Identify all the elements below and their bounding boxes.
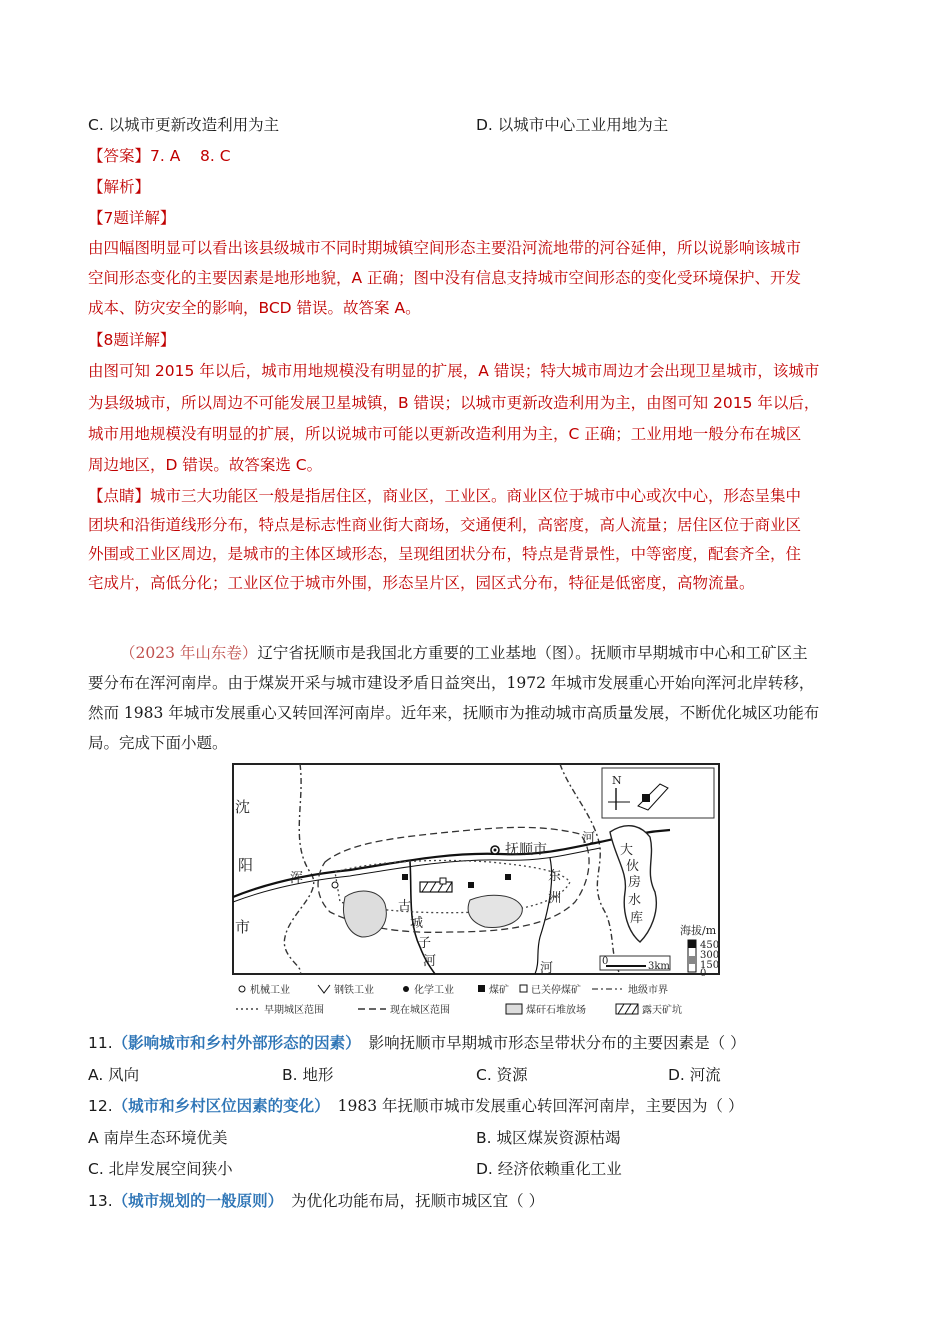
legend-chemical: 化学工业 (414, 985, 454, 996)
north-label: N (612, 774, 622, 787)
q13-stem: 为优化功能布局，抚顺市城区宜（ ） (291, 1192, 545, 1210)
passage-source: （2023 年山东卷） (120, 644, 258, 662)
label-shen: 沈 (235, 798, 251, 816)
passage-line-3: 然而 1983 年城市发展重心又转回浑河南岸。近年来，抚顺市为推动城市高质量发展，不断优化城区功能布 (88, 704, 820, 722)
legend-gangue: 煤矸石堆放场 (526, 1005, 586, 1016)
legend-chemical-icon (403, 986, 409, 992)
q13-stem-line (88, 1190, 544, 1212)
q8-line-4: 周边地区，D 错误。故答案选 C。 (88, 456, 323, 474)
answer-value: 7. A 8. C (150, 147, 231, 165)
q11-option-c[interactable]: C. 资源 (476, 1066, 528, 1084)
label-gu: 古 (398, 899, 412, 914)
legend-closed-mine: 已关停煤矿 (531, 985, 581, 996)
legend-steel-icon (318, 985, 330, 993)
legend-current: 现在城区范围 (390, 1005, 450, 1016)
label-gu-he: 河 (423, 954, 437, 969)
q11-option-a[interactable]: A. 风向 (88, 1066, 140, 1084)
label-fang: 房 (628, 875, 642, 890)
q11-number: 11. (88, 1034, 113, 1052)
option-d-prev: D. 以城市中心工业用地为主 (476, 116, 669, 134)
city-center-dot (494, 849, 497, 852)
q12-option-b[interactable]: B. 城区煤炭资源枯竭 (476, 1129, 621, 1147)
q7-line-1: 由四幅图明显可以看出该县级城市不同时期城镇空间形态主要沿河流地带的河谷延伸，所以说影响该城市 (88, 239, 802, 257)
locator-marker (642, 794, 650, 802)
q11-option-d[interactable]: D. 河流 (668, 1066, 721, 1084)
q11-tag: （影响城市和乡村外部形态的因素） (112, 1034, 361, 1052)
label-dong-he: 河 (540, 961, 554, 976)
legend-pit: 露天矿坑 (642, 1005, 682, 1016)
elev-tick-0: 0 (700, 968, 707, 979)
label-ku: 库 (630, 911, 644, 926)
q7-line-3: 成本、防灾安全的影响，BCD 错误。故答案 A。 (88, 299, 421, 317)
label-dong: 东 (548, 869, 562, 884)
label-zhou: 洲 (548, 891, 562, 906)
comment-label: 【点睛】 (88, 487, 151, 505)
elevation-title: 海拔/m (680, 924, 717, 937)
label-hun: 浑 (290, 871, 304, 886)
coal-mine-2 (468, 882, 474, 888)
legend-coal-icon (478, 985, 485, 992)
label-da: 大 (620, 843, 634, 858)
label-yang: 阳 (238, 856, 254, 874)
legend-closed-mine-icon (520, 985, 527, 992)
q13-number: 13. (88, 1192, 113, 1210)
q12-option-a[interactable]: A 南岸生态环境优美 (88, 1129, 228, 1147)
passage-line-2: 要分布在浑河南岸。由于煤炭开采与城市建设矛盾日益突出，1972 年城市发展重心开始向浑河北岸转移， (88, 674, 815, 692)
q13-tag: （城市规划的一般原则） (112, 1192, 284, 1210)
passage-line-1 (120, 642, 808, 664)
comment-line-3: 外围或工业区周边，是城市的主体区域形态，呈现组团状分布，特点是背景性，中等密度，配套齐全，住 (88, 545, 802, 563)
elevation-band-high (688, 940, 696, 948)
comment-text-1: 城市三大功能区一般是指居住区，商业区，工业区。商业区位于城市中心或次中心，形态呈集中 (150, 487, 802, 505)
city-boundary-west (284, 764, 313, 974)
option-c-prev: C. 以城市更新改造利用为主 (88, 116, 280, 134)
q12-stem: 1983 年抚顺市城市发展重心转回浑河南岸，主要因为（ ） (337, 1097, 744, 1115)
q8-line-3: 城市用地规模没有明显的扩展，所以说城市可能以更新改造利用为主，C 正确；工业用地一般分布在城区 (88, 425, 802, 443)
q12-stem-line (88, 1095, 743, 1117)
fushun-map (230, 762, 722, 1020)
passage-line-4: 局。完成下面小题。 (88, 734, 228, 752)
q11-stem: 影响抚顺市早期城市形态呈带状分布的主要因素是（ ） (368, 1034, 746, 1052)
legend-machinery-icon (239, 986, 245, 992)
legend-boundary: 地级市界 (628, 985, 668, 996)
q7-heading: 【7题详解】 (88, 209, 176, 227)
scale-start: 0 (602, 956, 609, 967)
q8-line-1: 由图可知 2015 年以后，城市用地规模没有明显的扩展，A 错误；特大城市周边才会出现卫星城市，该城市 (88, 362, 820, 380)
answer-line (88, 145, 231, 167)
q8-line-2: 为县级城市，所以周边不可能发展卫星城镇，B 错误；以城市更新改造利用为主，由图可知 2015 年以后， (88, 394, 820, 412)
passage-text-1: 辽宁省抚顺市是我国北方重要的工业基地（图）。抚顺市早期城市中心和工矿区主 (257, 644, 808, 662)
gangue-area-2 (468, 895, 522, 927)
elev-tick-150: 150 (700, 960, 720, 971)
label-shui: 水 (628, 893, 642, 908)
q12-number: 12. (88, 1097, 113, 1115)
coal-mine-1 (402, 874, 408, 880)
gangue-area-1 (344, 891, 387, 937)
fushun-map-svg (230, 762, 722, 1020)
machinery-marker (332, 882, 338, 888)
analysis-label: 【解析】 (88, 178, 151, 196)
label-huo: 伙 (626, 859, 640, 874)
label-fushun: 抚顺市 (505, 842, 547, 858)
elev-tick-300: 300 (700, 950, 720, 961)
answer-label: 【答案】 (88, 147, 151, 165)
q12-option-d[interactable]: D. 经济依赖重化工业 (476, 1160, 622, 1178)
scale-end: 3km (648, 961, 670, 972)
q7-line-2: 空间形态变化的主要因素是地形地貌，A 正确；图中没有信息支持城市空间形态的变化受环境保护、开发 (88, 269, 802, 287)
legend-coal: 煤矿 (489, 985, 509, 996)
coal-mine-3 (505, 874, 511, 880)
comment-line-2: 团块和沿街道线形分布，特点是标志性商业街大商场，交通便利，高密度，高人流量；居住区位于商业区 (88, 516, 802, 534)
closed-mine-1 (440, 878, 446, 884)
label-cheng: 城 (410, 916, 424, 931)
comment-line-4: 宅成片，高低分化；工业区位于城市外围，形态呈片区，园区式分布，特征是低密度，高物流量。 (88, 574, 755, 592)
q12-option-c[interactable]: C. 北岸发展空间狭小 (88, 1160, 233, 1178)
label-shi: 市 (235, 918, 251, 936)
elev-tick-450: 450 (700, 940, 720, 951)
q12-tag: （城市和乡村区位因素的变化） (112, 1097, 330, 1115)
q11-option-b[interactable]: B. 地形 (282, 1066, 334, 1084)
label-zi: 子 (418, 936, 432, 951)
legend-steel: 钢铁工业 (334, 985, 374, 996)
legend-early: 早期城区范围 (264, 1005, 324, 1016)
legend-gangue-icon (506, 1004, 522, 1014)
label-he: 河 (582, 831, 596, 846)
q8-heading: 【8题详解】 (88, 331, 176, 349)
map-legend (236, 983, 682, 1016)
elevation-band-mid (688, 956, 696, 964)
comment-line-1 (88, 485, 801, 507)
q11-stem-line (88, 1032, 746, 1054)
legend-machinery: 机械工业 (250, 985, 290, 996)
